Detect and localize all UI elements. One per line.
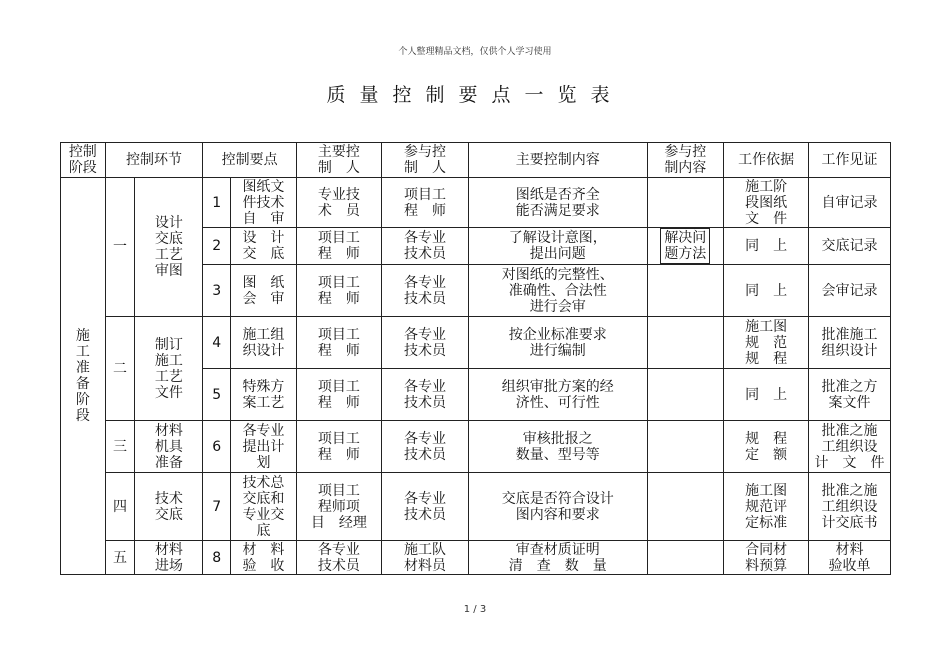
- row-index: 5: [203, 369, 231, 421]
- group-number: 四: [105, 473, 135, 541]
- participant: 施工队 材料员: [381, 541, 468, 575]
- work-basis: 同 上: [724, 228, 809, 265]
- participant: 各专业 技术员: [381, 265, 468, 317]
- control-point: 技术总 交底和 专业交 底: [231, 473, 297, 541]
- table-row: [61, 473, 891, 541]
- participant-content: [647, 228, 724, 265]
- participant: 项目工 程 师: [381, 178, 468, 228]
- control-point: 图 纸 会 审: [231, 265, 297, 317]
- main-controller: 项目工 程 师: [296, 265, 381, 317]
- main-controller: 项目工 程 师: [296, 369, 381, 421]
- work-evidence: 交底记录: [809, 228, 891, 265]
- header-main-content: 主要控制内容: [469, 143, 648, 178]
- participant: 各专业 技术员: [381, 421, 468, 473]
- group-number: 二: [105, 317, 135, 421]
- main-controller: 项目工 程师项 目 经理: [296, 473, 381, 541]
- group-number: 一: [105, 178, 135, 317]
- group-number: 五: [105, 541, 135, 575]
- work-basis: 合同材 料预算: [724, 541, 809, 575]
- work-evidence: 批准施工 组织设计: [809, 317, 891, 369]
- work-evidence: 会审记录: [809, 265, 891, 317]
- row-index: 4: [203, 317, 231, 369]
- header-evidence: 工作见证: [809, 143, 891, 178]
- stage-label: 施 工 准 备 阶 段: [61, 178, 106, 575]
- table-row: [61, 421, 891, 473]
- work-basis: 施工图 规范评 定标准: [724, 473, 809, 541]
- work-basis: 同 上: [724, 369, 809, 421]
- row-index: 6: [203, 421, 231, 473]
- participant-content: [647, 369, 724, 421]
- header-main-controller: 主要控 制 人: [296, 143, 381, 178]
- table-row: [61, 541, 891, 575]
- participant-content: [647, 265, 724, 317]
- header-point: 控制要点: [203, 143, 297, 178]
- work-basis: 规 程 定 额: [724, 421, 809, 473]
- row-index: 3: [203, 265, 231, 317]
- main-content: 对图纸的完整性、 准确性、合法性 进行会审: [469, 265, 648, 317]
- control-point: 图纸文 件技术 自 审: [231, 178, 297, 228]
- main-content: 审核批报之 数量、型号等: [469, 421, 648, 473]
- participant-content: [647, 317, 724, 369]
- table-header-row: [61, 143, 891, 178]
- row-index: 7: [203, 473, 231, 541]
- participant-content: [647, 541, 724, 575]
- work-evidence: 自审记录: [809, 178, 891, 228]
- quality-control-table: [60, 142, 891, 575]
- header-link: 控制环节: [105, 143, 203, 178]
- header-participant: 参与控 制 人: [381, 143, 468, 178]
- control-point: 特殊方 案工艺: [231, 369, 297, 421]
- control-point: 各专业 提出计 划: [231, 421, 297, 473]
- table-row: [61, 317, 891, 369]
- work-evidence: 批准之方 案文件: [809, 369, 891, 421]
- main-content: 按企业标准要求 进行编制: [469, 317, 648, 369]
- group-name: 技术 交底: [135, 473, 203, 541]
- participant-content: [647, 178, 724, 228]
- row-index: 2: [203, 228, 231, 265]
- page-title: 质量控制要点一览表: [326, 84, 624, 106]
- header-stage: 控制 阶段: [61, 143, 106, 178]
- work-evidence: 批准之施 工组织设 计 文 件: [809, 421, 891, 473]
- main-content: 组织审批方案的经 济性、可行性: [469, 369, 648, 421]
- main-content: 审查材质证明 清 查 数 量: [469, 541, 648, 575]
- main-content: 图纸是否齐全 能否满足要求: [469, 178, 648, 228]
- group-name: 制订 施工 工艺 文件: [135, 317, 203, 421]
- main-controller: 项目工 程 师: [296, 228, 381, 265]
- work-evidence: 材料 验收单: [809, 541, 891, 575]
- page-number: 1 / 3: [463, 604, 487, 615]
- control-point: 设 计 交 底: [231, 228, 297, 265]
- table-row: [61, 178, 891, 228]
- row-index: 8: [203, 541, 231, 575]
- main-controller: 项目工 程 师: [296, 317, 381, 369]
- header-participant-content: 参与控 制内容: [647, 143, 724, 178]
- group-number: 三: [105, 421, 135, 473]
- group-name: 设计 交底 工艺 审图: [135, 178, 203, 317]
- main-controller: 项目工 程 师: [296, 421, 381, 473]
- group-name: 材料 机具 准备: [135, 421, 203, 473]
- participant: 各专业 技术员: [381, 317, 468, 369]
- main-content: 了解设计意图， 提出问题: [469, 228, 648, 265]
- work-basis: 同 上: [724, 265, 809, 317]
- participant-content: [647, 473, 724, 541]
- work-basis: 施工图 规 范 规 程: [724, 317, 809, 369]
- participant: 各专业 技术员: [381, 473, 468, 541]
- main-controller: 各专业 技术员: [296, 541, 381, 575]
- row-index: 1: [203, 178, 231, 228]
- participant: 各专业 技术员: [381, 369, 468, 421]
- work-basis: 施工阶 段图纸 文 件: [724, 178, 809, 228]
- main-content: 交底是否符合设计 图内容和要求: [469, 473, 648, 541]
- work-evidence: 批准之施 工组织设 计交底书: [809, 473, 891, 541]
- participant-content: [647, 421, 724, 473]
- control-point: 材 料 验 收: [231, 541, 297, 575]
- watermark-text: 个人整理精品文档，仅供个人学习使用: [398, 47, 552, 57]
- main-controller: 专业技 术 员: [296, 178, 381, 228]
- participant: 各专业 技术员: [381, 228, 468, 265]
- participant-content-box: 解决问 题方法: [660, 228, 710, 264]
- group-name: 材料 进场: [135, 541, 203, 575]
- header-basis: 工作依据: [724, 143, 809, 178]
- control-point: 施工组 织设计: [231, 317, 297, 369]
